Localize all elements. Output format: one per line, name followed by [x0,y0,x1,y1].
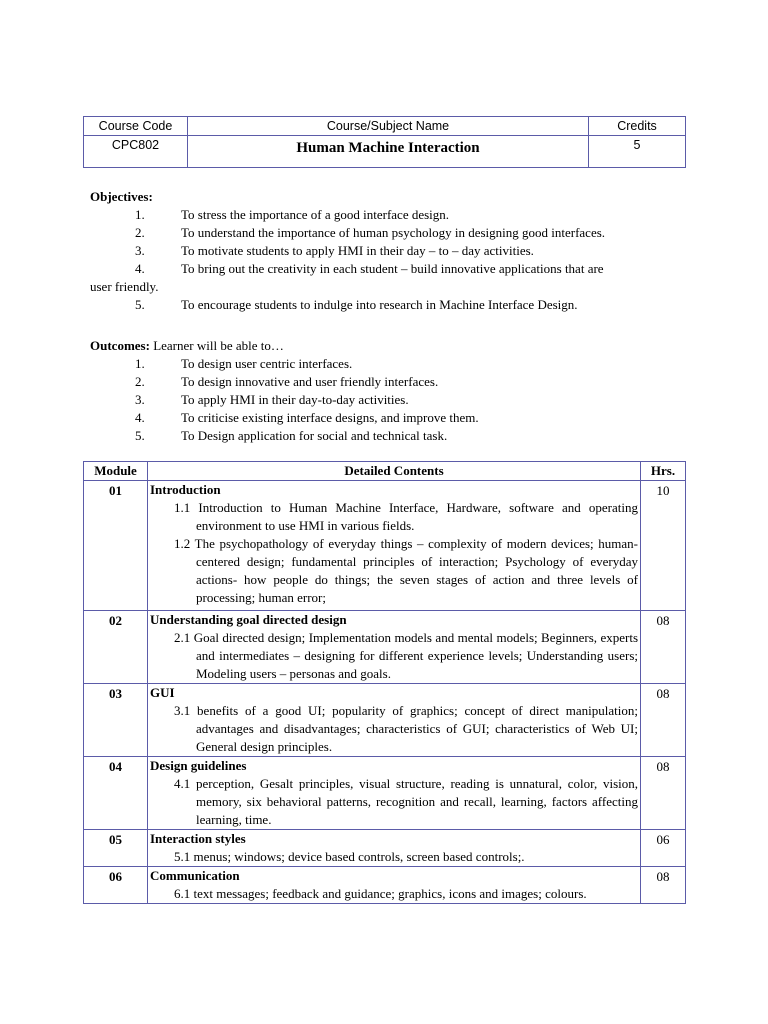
table-row [84,757,686,830]
module-content [148,757,641,830]
course-name-value: Human Machine Interaction [188,136,589,168]
outcome-number: 4. [135,410,145,425]
outcome-item [90,355,680,373]
objective-number: 2. [135,225,145,240]
course-info-table [83,116,686,168]
course-name-header: Course/Subject Name [188,117,589,136]
outcome-text: To Design application for social and technical task. [181,428,448,443]
outcome-item [90,373,680,391]
outcome-item [90,427,680,445]
module-title: Interaction styles [150,831,246,846]
module-hours: 08 [641,611,686,684]
objective-item [90,206,680,224]
objective-text: To understand the importance of human psychology in designing good interfaces. [181,225,606,240]
module-hours: 08 [641,757,686,830]
module-topic: 1.1 Introduction to Human Machine Interface, Hardware, software and operating environment to use HMI in various fields. [174,500,638,533]
module-hours: 08 [641,867,686,904]
objective-item [90,242,680,260]
objective-item [90,224,680,242]
objective-item [90,296,680,314]
objective-item [90,260,680,278]
outcomes-intro: Learner will be able to… [153,338,284,353]
outcomes-section [90,337,680,445]
module-hours: 10 [641,481,686,611]
objective-text: To motivate students to apply HMI in their day – to – day activities. [181,243,534,258]
module-number: 04 [84,757,148,830]
objective-text: To encourage students to indulge into research in Machine Interface Design. [181,297,578,312]
module-number: 01 [84,481,148,611]
module-topic: 1.2 The psychopathology of everyday things – complexity of modern devices; human-centered design; fundamental principles of interaction; Psychology of everyday actions- how people do things; the seven stages of action and three levels of processing; human error; [174,536,638,605]
module-number: 03 [84,684,148,757]
objective-number: 5. [135,297,145,312]
course-code-value: CPC802 [84,136,188,168]
outcome-item [90,409,680,427]
module-content [148,867,641,904]
outcome-number: 1. [135,356,145,371]
module-hours: 08 [641,684,686,757]
contents-column-header: Detailed Contents [148,462,641,481]
outcome-text: To design user centric interfaces. [181,356,353,371]
module-content [148,684,641,757]
module-topic: 5.1 menus; windows; device based controls, screen based controls;. [174,849,525,864]
hours-column-header: Hrs. [641,462,686,481]
module-number: 06 [84,867,148,904]
module-content [148,481,641,611]
objectives-section [90,188,680,314]
objectives-heading: Objectives: [90,189,153,204]
module-hours: 06 [641,830,686,867]
outcome-number: 2. [135,374,145,389]
module-number: 05 [84,830,148,867]
objective-text: To stress the importance of a good interface design. [181,207,450,222]
objective-continuation: user friendly. [90,279,159,294]
outcomes-heading: Outcomes: [90,338,150,353]
outcomes-intro-line [90,337,680,355]
credits-value: 5 [589,136,686,168]
outcome-text: To apply HMI in their day-to-day activities. [181,392,409,407]
table-row [84,830,686,867]
outcome-item [90,391,680,409]
module-topic: 4.1 perception, Gesalt principles, visual structure, reading is unnatural, color, vision, memory, six behavioral patterns, recognition and recall, learning, factors affecting learning, time. [174,776,638,827]
module-title: Design guidelines [150,758,247,773]
module-content [148,830,641,867]
module-number: 02 [84,611,148,684]
module-column-header: Module [84,462,148,481]
module-title: GUI [150,685,175,700]
table-row [84,611,686,684]
objective-number: 4. [135,261,145,276]
module-content [148,611,641,684]
modules-table [83,461,686,904]
outcome-number: 3. [135,392,145,407]
module-title: Understanding goal directed design [150,612,347,627]
module-topic: 2.1 Goal directed design; Implementation models and mental models; Beginners, experts and intermediates – designing for different experience levels; Understanding users; Modeling users – personas and goals. [174,630,638,681]
module-title: Introduction [150,482,221,497]
table-row [84,867,686,904]
course-code-header: Course Code [84,117,188,136]
outcome-text: To criticise existing interface designs, and improve them. [181,410,479,425]
table-row [84,481,686,611]
modules-table-header-row [84,462,686,481]
outcome-number: 5. [135,428,145,443]
module-title: Communication [150,868,240,883]
module-topic: 6.1 text messages; feedback and guidance; graphics, icons and images; colours. [174,886,587,901]
objective-number: 1. [135,207,145,222]
objective-text: To bring out the creativity in each student – build innovative applications that are [181,261,604,276]
module-topic: 3.1 benefits of a good UI; popularity of graphics; concept of direct manipulation; advantages and disadvantages; characteristics of GUI; characteristics of Web UI; General design principles. [174,703,638,754]
objective-number: 3. [135,243,145,258]
table-row [84,684,686,757]
credits-header: Credits [589,117,686,136]
outcome-text: To design innovative and user friendly interfaces. [181,374,439,389]
